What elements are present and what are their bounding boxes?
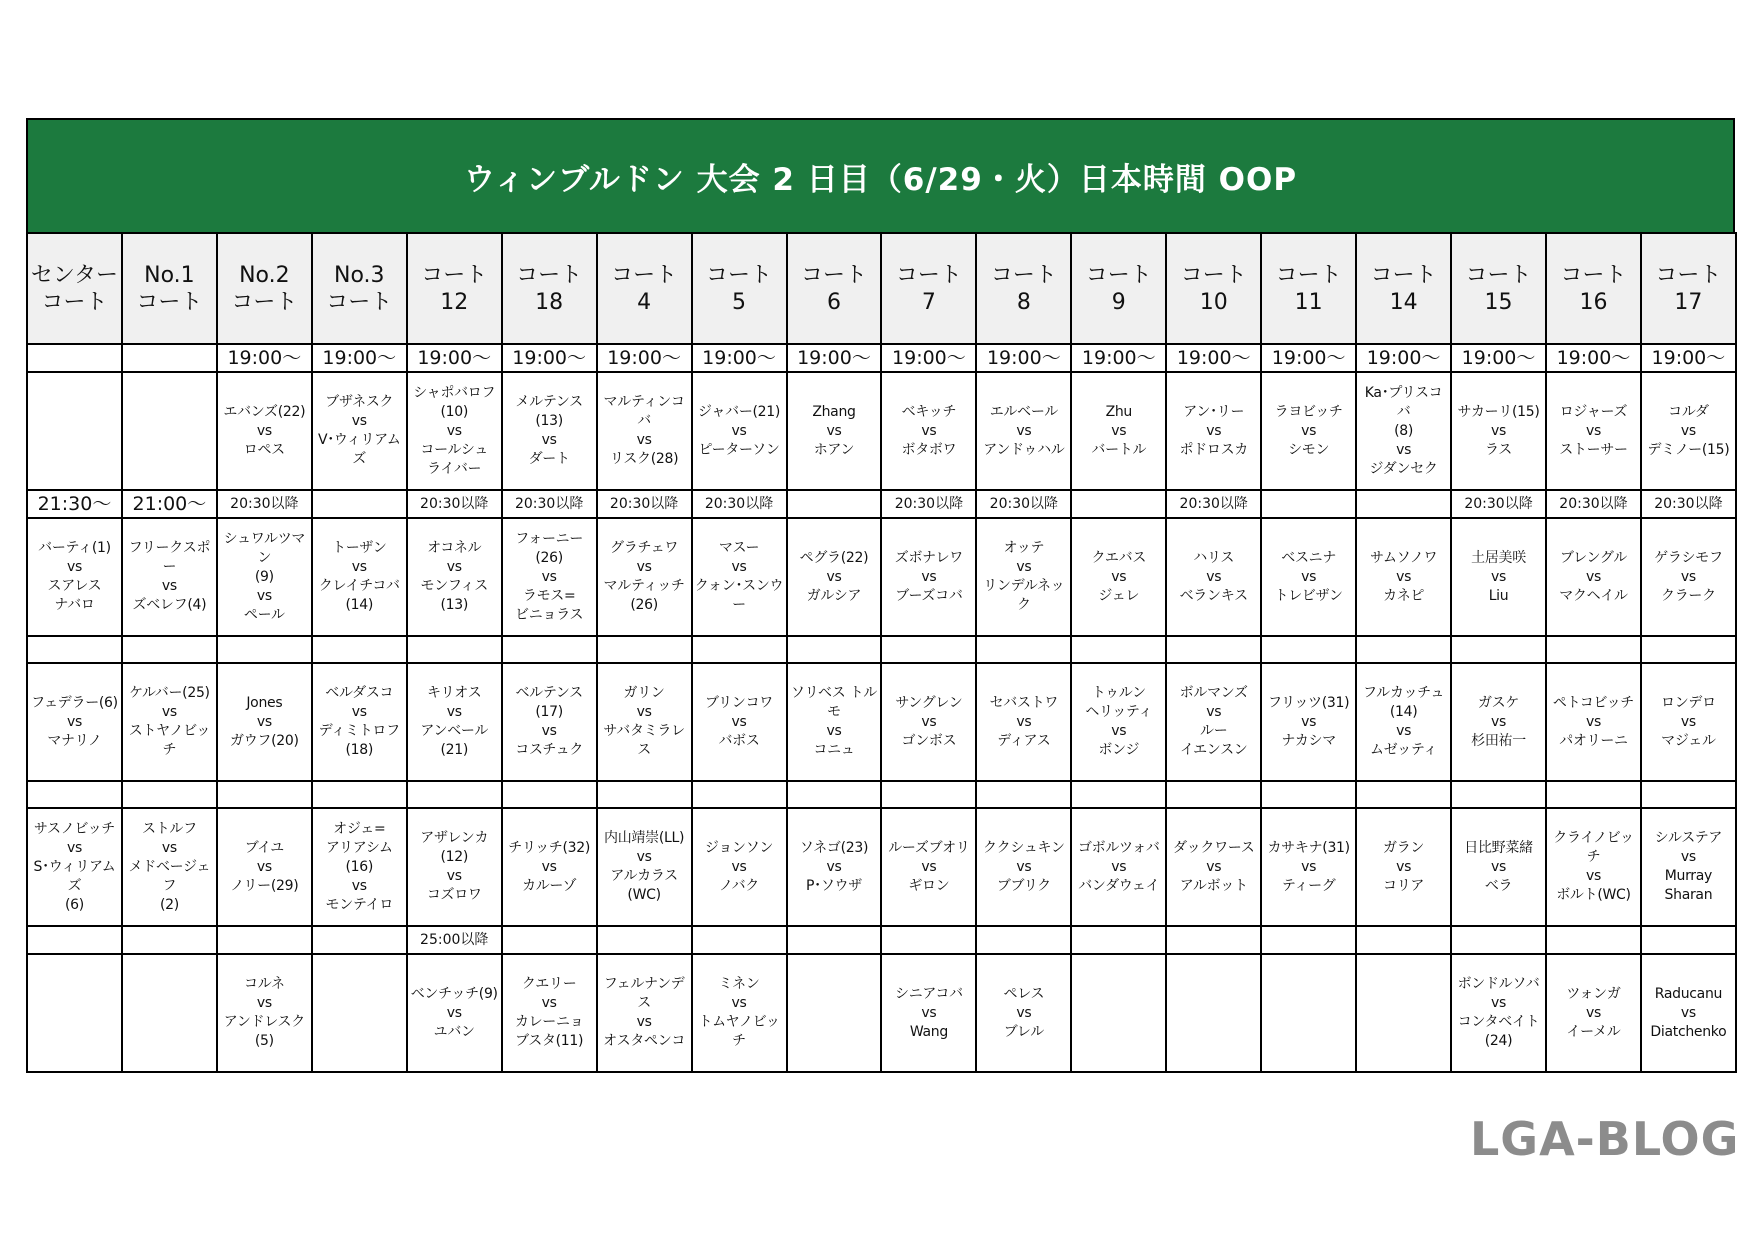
start-time-cell: 20:30以降 <box>1166 490 1261 518</box>
court-name: コート 4 <box>597 233 692 344</box>
spacer-cell <box>502 781 597 808</box>
match-cell: ベルテンス (17) vs コスチュク <box>502 663 597 781</box>
court-name: No.3 コート <box>312 233 407 344</box>
match-cell: フェデラー(6) vs マナリノ <box>27 663 122 781</box>
match-cell: キリオス vs アンベール (21) <box>407 663 502 781</box>
match-cell: ケルバー(25) vs ストヤノビッチ <box>122 663 217 781</box>
court-name: コート 18 <box>502 233 597 344</box>
start-time-cell <box>787 926 882 954</box>
spacer-cell <box>692 636 787 663</box>
start-time-cell: 19:00〜 <box>1546 344 1641 372</box>
match-cell: トゥルン ヘリッティ vs ボンジ <box>1071 663 1166 781</box>
court-name: コート 12 <box>407 233 502 344</box>
spacer-cell <box>122 781 217 808</box>
start-time-cell: 20:30以降 <box>692 490 787 518</box>
match-cell: ガラン vs コリア <box>1356 808 1451 926</box>
spacer-cell <box>122 636 217 663</box>
match-cell: フリッツ(31) vs ナカシマ <box>1261 663 1356 781</box>
match-cell: ジョンソン vs ノバク <box>692 808 787 926</box>
match-row <box>27 372 1736 490</box>
spacer-cell <box>597 636 692 663</box>
match-cell: フルカッチュ (14) vs ムゼッティ <box>1356 663 1451 781</box>
start-time-cell: 19:00〜 <box>312 344 407 372</box>
match-cell: メルテンス (13) vs ダート <box>502 372 597 490</box>
spacer-cell <box>407 781 502 808</box>
gap-row <box>27 636 1736 663</box>
match-cell: ハリス vs ベランキス <box>1166 518 1261 636</box>
match-cell: ペグラ(22) vs ガルシア <box>787 518 882 636</box>
court-name: コート 16 <box>1546 233 1641 344</box>
start-time-cell <box>217 926 312 954</box>
spacer-cell <box>597 781 692 808</box>
court-name: コート 5 <box>692 233 787 344</box>
start-time-cell <box>27 926 122 954</box>
match-cell: マルティンコバ vs リスク(28) <box>597 372 692 490</box>
match-cell: サングレン vs ゴンボス <box>881 663 976 781</box>
gap-row <box>27 781 1736 808</box>
match-cell <box>122 372 217 490</box>
match-cell: ブリンコワ vs バボス <box>692 663 787 781</box>
match-cell: Ka･プリスコバ (8) vs ジダンセク <box>1356 372 1451 490</box>
start-time-cell <box>1261 926 1356 954</box>
start-time-cell: 20:30以降 <box>976 490 1071 518</box>
match-cell: ソネゴ(23) vs P･ソウザ <box>787 808 882 926</box>
match-row <box>27 663 1736 781</box>
start-time-cell: 19:00〜 <box>1641 344 1736 372</box>
time-row <box>27 344 1736 372</box>
match-cell: ゲラシモフ vs クラーク <box>1641 518 1736 636</box>
start-time-cell <box>1261 490 1356 518</box>
start-time-cell: 19:00〜 <box>597 344 692 372</box>
start-time-cell: 25:00以降 <box>407 926 502 954</box>
match-cell: ラヨビッチ vs シモン <box>1261 372 1356 490</box>
spacer-cell <box>1356 781 1451 808</box>
start-time-cell: 21:00〜 <box>122 490 217 518</box>
start-time-cell: 19:00〜 <box>1356 344 1451 372</box>
spacer-cell <box>1546 781 1641 808</box>
start-time-cell: 19:00〜 <box>787 344 882 372</box>
spacer-cell <box>27 636 122 663</box>
match-cell <box>312 954 407 1072</box>
match-cell: Zhang vs ホアン <box>787 372 882 490</box>
court-name: コート 10 <box>1166 233 1261 344</box>
court-name: No.2 コート <box>217 233 312 344</box>
match-cell: 内山靖崇(LL) vs アルカラス (WC) <box>597 808 692 926</box>
time-row <box>27 490 1736 518</box>
match-cell: ベキッチ vs ボタボワ <box>881 372 976 490</box>
match-cell: ククシュキン vs ブブリク <box>976 808 1071 926</box>
match-cell: ロジャーズ vs ストーサー <box>1546 372 1641 490</box>
match-cell: Raducanu vs Diatchenko <box>1641 954 1736 1072</box>
match-cell <box>1356 954 1451 1072</box>
spacer-cell <box>1546 636 1641 663</box>
match-cell: クライノビッチ vs ボルト(WC) <box>1546 808 1641 926</box>
start-time-cell: 19:00〜 <box>502 344 597 372</box>
start-time-cell: 19:00〜 <box>407 344 502 372</box>
start-time-cell <box>122 926 217 954</box>
spacer-cell <box>217 636 312 663</box>
match-cell: セバストワ vs ディアス <box>976 663 1071 781</box>
match-cell: Jones vs ガウフ(20) <box>217 663 312 781</box>
spacer-cell <box>881 636 976 663</box>
match-cell: コルダ vs デミノー(15) <box>1641 372 1736 490</box>
order-of-play <box>26 118 1735 1073</box>
spacer-cell <box>217 781 312 808</box>
court-name: センター コート <box>27 233 122 344</box>
match-cell: ダックワース vs アルボット <box>1166 808 1261 926</box>
match-cell: チリッチ(32) vs カルーゾ <box>502 808 597 926</box>
court-name: No.1 コート <box>122 233 217 344</box>
spacer-cell <box>27 781 122 808</box>
start-time-cell <box>692 926 787 954</box>
spacer-cell <box>1071 781 1166 808</box>
match-cell: ズボナレワ vs ブーズコバ <box>881 518 976 636</box>
match-cell: コルネ vs アンドレスク (5) <box>217 954 312 1072</box>
match-cell: アザレンカ (12) vs コズロワ <box>407 808 502 926</box>
match-cell: ペトコビッチ vs パオリーニ <box>1546 663 1641 781</box>
start-time-cell: 20:30以降 <box>1546 490 1641 518</box>
spacer-cell <box>1356 636 1451 663</box>
start-time-cell <box>1451 926 1546 954</box>
start-time-cell <box>1071 490 1166 518</box>
start-time-cell: 20:30以降 <box>407 490 502 518</box>
start-time-cell: 20:30以降 <box>597 490 692 518</box>
match-cell <box>1071 954 1166 1072</box>
start-time-cell: 21:30〜 <box>27 490 122 518</box>
start-time-cell: 20:30以降 <box>217 490 312 518</box>
match-cell <box>1261 954 1356 1072</box>
schedule-table <box>26 232 1737 1073</box>
match-cell: エバンズ(22) vs ロペス <box>217 372 312 490</box>
match-cell: オジェ= アリアシム(16) vs モンテイロ <box>312 808 407 926</box>
spacer-cell <box>1641 781 1736 808</box>
match-cell: ベスニナ vs トレビザン <box>1261 518 1356 636</box>
match-cell: ベンチッチ(9) vs ユバン <box>407 954 502 1072</box>
start-time-cell: 20:30以降 <box>881 490 976 518</box>
start-time-cell <box>27 344 122 372</box>
start-time-cell <box>787 490 882 518</box>
match-cell: バーティ(1) vs スアレス ナバロ <box>27 518 122 636</box>
start-time-cell <box>1356 926 1451 954</box>
spacer-cell <box>1166 636 1261 663</box>
spacer-cell <box>1071 636 1166 663</box>
match-cell: サスノビッチ vs S･ウィリアムズ (6) <box>27 808 122 926</box>
match-cell: ストルフ vs メドベージェフ (2) <box>122 808 217 926</box>
match-cell: フリークスポー vs ズベレフ(4) <box>122 518 217 636</box>
spacer-cell <box>692 781 787 808</box>
spacer-cell <box>787 636 882 663</box>
match-cell <box>27 372 122 490</box>
start-time-cell <box>881 926 976 954</box>
court-name: コート 9 <box>1071 233 1166 344</box>
match-cell: ソリベス トルモ vs コニュ <box>787 663 882 781</box>
spacer-cell <box>312 636 407 663</box>
start-time-cell: 19:00〜 <box>976 344 1071 372</box>
start-time-cell: 20:30以降 <box>502 490 597 518</box>
match-cell: ゴボルツォバ vs バンダウェイ <box>1071 808 1166 926</box>
match-cell: ブザネスク vs V･ウィリアムズ <box>312 372 407 490</box>
spacer-cell <box>976 636 1071 663</box>
start-time-cell <box>1071 926 1166 954</box>
spacer-cell <box>407 636 502 663</box>
court-name: コート 15 <box>1451 233 1546 344</box>
match-cell: サムソノワ vs カネピ <box>1356 518 1451 636</box>
match-cell: クエバス vs ジェレ <box>1071 518 1166 636</box>
spacer-cell <box>1261 636 1356 663</box>
match-cell: 日比野菜緒 vs ベラ <box>1451 808 1546 926</box>
match-row <box>27 954 1736 1072</box>
match-cell <box>1166 954 1261 1072</box>
watermark: LGA-BLOG <box>1470 1112 1740 1166</box>
match-cell: オコネル vs モンフィス(13) <box>407 518 502 636</box>
match-cell: Zhu vs バートル <box>1071 372 1166 490</box>
court-name: コート 11 <box>1261 233 1356 344</box>
match-row <box>27 808 1736 926</box>
start-time-cell <box>122 344 217 372</box>
match-cell: アン･リー vs ポドロスカ <box>1166 372 1261 490</box>
title-bar <box>26 118 1735 232</box>
start-time-cell <box>1166 926 1261 954</box>
start-time-cell <box>312 490 407 518</box>
court-name: コート 7 <box>881 233 976 344</box>
match-cell: ツォンガ vs イーメル <box>1546 954 1641 1072</box>
start-time-cell: 19:00〜 <box>1166 344 1261 372</box>
spacer-cell <box>1451 781 1546 808</box>
start-time-cell <box>1356 490 1451 518</box>
match-cell: ブレングル vs マクヘイル <box>1546 518 1641 636</box>
court-header-row <box>27 233 1736 344</box>
spacer-cell <box>1451 636 1546 663</box>
start-time-cell: 20:30以降 <box>1451 490 1546 518</box>
start-time-cell <box>312 926 407 954</box>
spacer-cell <box>881 781 976 808</box>
spacer-cell <box>1641 636 1736 663</box>
court-name: コート 17 <box>1641 233 1736 344</box>
start-time-cell: 19:00〜 <box>881 344 976 372</box>
match-cell: ロンデロ vs マジェル <box>1641 663 1736 781</box>
match-cell: サカーリ(15) vs ラス <box>1451 372 1546 490</box>
start-time-cell <box>976 926 1071 954</box>
spacer-cell <box>502 636 597 663</box>
match-cell: ブイユ vs ノリー(29) <box>217 808 312 926</box>
start-time-cell: 19:00〜 <box>217 344 312 372</box>
match-cell: シニアコバ vs Wang <box>881 954 976 1072</box>
start-time-cell: 20:30以降 <box>1641 490 1736 518</box>
match-cell: ルーズブオリ vs ギロン <box>881 808 976 926</box>
start-time-cell: 19:00〜 <box>1071 344 1166 372</box>
start-time-cell <box>502 926 597 954</box>
match-cell: グラチェワ vs マルティッチ (26) <box>597 518 692 636</box>
match-cell: ガリン vs サバタミラレス <box>597 663 692 781</box>
match-cell: トーザン vs クレイチコバ (14) <box>312 518 407 636</box>
match-cell: 土居美咲 vs Liu <box>1451 518 1546 636</box>
start-time-cell: 19:00〜 <box>692 344 787 372</box>
start-time-cell <box>597 926 692 954</box>
start-time-cell <box>1546 926 1641 954</box>
match-cell: シャポバロフ (10) vs コールシュ ライバー <box>407 372 502 490</box>
match-cell: シルステア vs Murray Sharan <box>1641 808 1736 926</box>
match-cell: ジャバー(21) vs ピーターソン <box>692 372 787 490</box>
court-name: コート 14 <box>1356 233 1451 344</box>
match-cell: シュワルツマン (9) vs ペール <box>217 518 312 636</box>
match-row <box>27 518 1736 636</box>
match-cell: カサキナ(31) vs ティーグ <box>1261 808 1356 926</box>
match-cell: フェルナンデス vs オスタペンコ <box>597 954 692 1072</box>
match-cell: マスー vs クォン･スンウー <box>692 518 787 636</box>
match-cell: エルベール vs アンドゥハル <box>976 372 1071 490</box>
match-cell: ベルダスコ vs ディミトロフ (18) <box>312 663 407 781</box>
match-cell <box>122 954 217 1072</box>
match-cell <box>787 954 882 1072</box>
start-time-cell <box>1641 926 1736 954</box>
start-time-cell: 19:00〜 <box>1451 344 1546 372</box>
court-name: コート 8 <box>976 233 1071 344</box>
match-cell: ガスケ vs 杉田祐一 <box>1451 663 1546 781</box>
page-title: ウィンブルドン 大会 2 日目（6/29・火）日本時間 OOP <box>463 161 1298 198</box>
spacer-cell <box>787 781 882 808</box>
start-time-cell: 19:00〜 <box>1261 344 1356 372</box>
spacer-cell <box>1166 781 1261 808</box>
match-cell: ミネン vs トムヤノビッチ <box>692 954 787 1072</box>
court-name: コート 6 <box>787 233 882 344</box>
spacer-cell <box>312 781 407 808</box>
spacer-cell <box>976 781 1071 808</box>
match-cell: ボンドルソバ vs コンタベイト (24) <box>1451 954 1546 1072</box>
match-cell: フォーニー(26) vs ラモス= ビニョラス <box>502 518 597 636</box>
time-row <box>27 926 1736 954</box>
match-cell: ボルマンズ vs ルー イエンスン <box>1166 663 1261 781</box>
match-cell: ペレス vs ブレル <box>976 954 1071 1072</box>
match-cell: クエリー vs カレーニョ ブスタ(11) <box>502 954 597 1072</box>
match-cell: オッテ vs リンデルネック <box>976 518 1071 636</box>
spacer-cell <box>1261 781 1356 808</box>
match-cell <box>27 954 122 1072</box>
